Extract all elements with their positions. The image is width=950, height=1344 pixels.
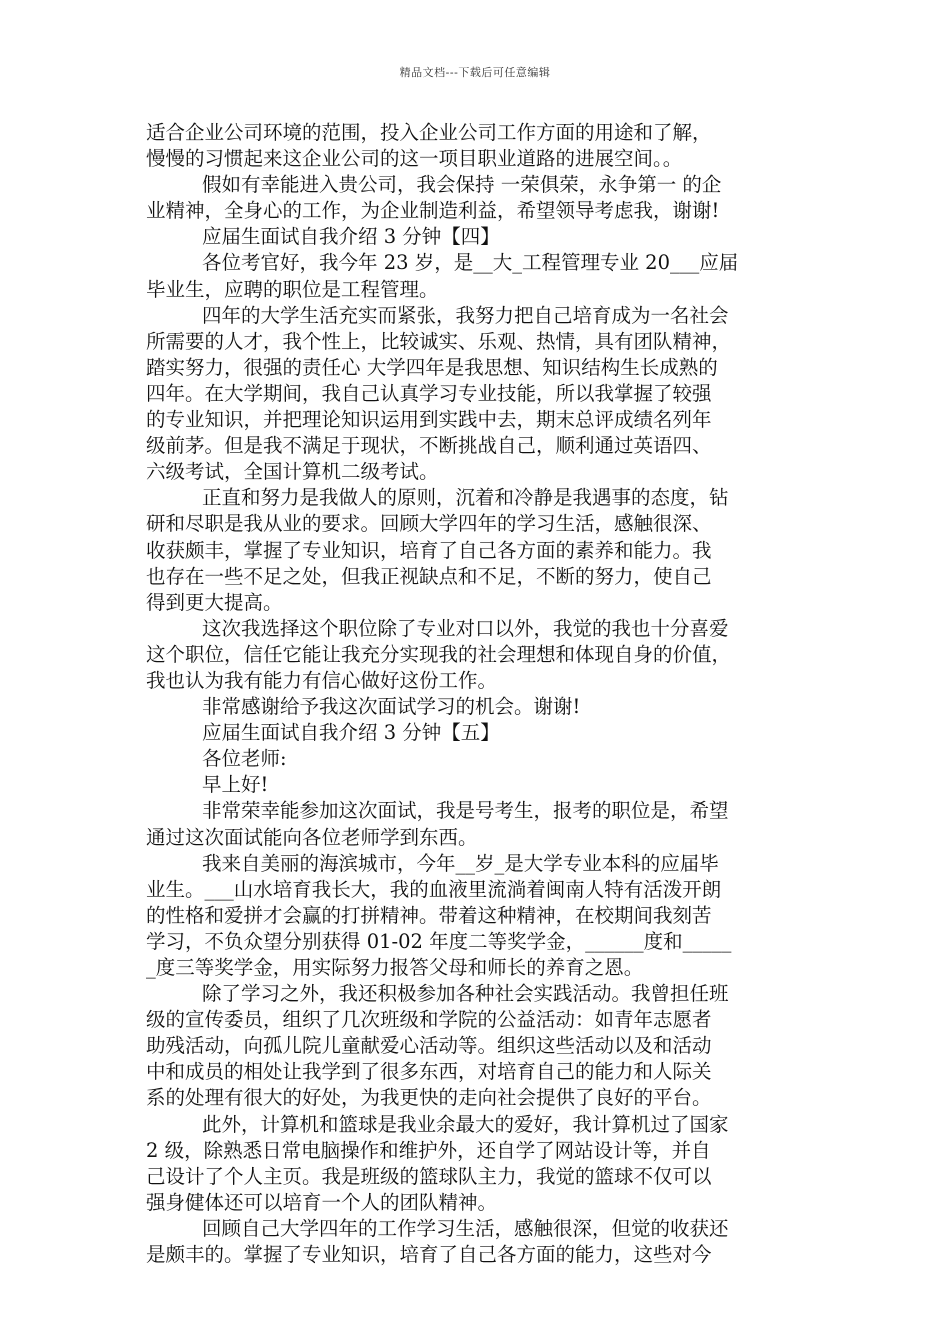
text-line: _度三等奖学金，用实际努力报答父母和师长的养育之恩。: [146, 956, 644, 979]
text-line: 通过这次面试能向各位老师学到东西。: [146, 825, 478, 849]
text-line: 强身健体还可以培育一个人的团队精神。: [146, 1190, 498, 1214]
text-line: 我也认为我有能力有信心做好这份工作。: [146, 668, 498, 692]
text-line: 研和尽职是我从业的要求。回顾大学四年的学习生活，感触很深、: [146, 512, 712, 536]
page-header: 精品文档---下载后可任意编辑: [399, 66, 551, 79]
text-line: 的专业知识，并把理论知识运用到实践中去，期末总评成绩名列年: [146, 408, 712, 432]
text-line: 毕业生，应聘的职位是工程管理。: [146, 277, 439, 301]
text-line: 非常感谢给予我这次面试学习的机会。谢谢!: [202, 695, 581, 719]
text-line: 除了学习之外，我还积极参加各种社会实践活动。我曾担任班: [202, 982, 729, 1006]
text-line: 这个职位，信任它能让我充分实现我的社会理想和体现自身的价值，: [146, 642, 732, 666]
text-line: 回顾自己大学四年的工作学习生活，感触很深，但觉的收获还: [202, 1216, 729, 1240]
text-line: 得到更大提高。: [146, 590, 283, 614]
text-line: 2 级，除熟悉日常电脑操作和维护外，还自学了网站设计等，并自: [146, 1138, 711, 1162]
text-line: 己设计了个人主页。我是班级的篮球队主力，我觉的篮球不仅可以: [146, 1164, 712, 1188]
text-line: 中和成员的相处让我学到了很多东西，对培育自己的能力和人际关: [146, 1060, 712, 1084]
text-line: 各位老师:: [202, 747, 287, 771]
text-line: 此外，计算机和篮球是我业余最大的爱好，我计算机过了国家: [202, 1112, 729, 1136]
text-line: 应届生面试自我介绍 3 分钟【五】: [202, 721, 500, 745]
text-line: 业生。___山水培育我长大，我的血液里流淌着闽南人特有活泼开朗: [146, 877, 722, 901]
text-line: 早上好!: [202, 773, 269, 797]
text-line: 正直和努力是我做人的原则，沉着和冷静是我遇事的态度，钻: [202, 486, 729, 510]
text-line: 非常荣幸能参加这次面试，我是号考生，报考的职位是，希望: [202, 799, 729, 823]
text-line: 六级考试，全国计算机二级考试。: [146, 460, 439, 484]
text-line: 级前茅。但是我不满足于现状，不断挑战自己，顺利通过英语四、: [146, 434, 712, 458]
text-line: 我来自美丽的海滨城市，今年__岁_是大学专业本科的应届毕: [202, 851, 719, 875]
text-line: 收获颇丰，掌握了专业知识，培育了自己各方面的素养和能力。我: [146, 538, 712, 562]
text-line: 系的处理有很大的好处，为我更快的走向社会提供了良好的平台。: [146, 1086, 712, 1110]
text-line: 级的宣传委员，组织了几次班级和学院的公益活动：如青年志愿者: [146, 1008, 712, 1032]
text-line: 学习，不负众望分别获得 01-02 年度二等奖学金，______度和_____: [146, 929, 732, 953]
text-line: 也存在一些不足之处，但我正视缺点和不足，不断的努力，使自己: [146, 564, 712, 588]
text-line: 业精神，全身心的工作，为企业制造利益，希望领导考虑我，谢谢!: [146, 199, 720, 223]
text-line: 助残活动，向孤儿院儿童献爱心活动等。组织这些活动以及和活动: [146, 1034, 712, 1058]
text-line: 的性格和爱拼才会赢的打拼精神。带着这种精神，在校期间我刻苦: [146, 903, 712, 927]
text-line: 各位考官好，我今年 23 岁，是__大_工程管理专业 20___应届: [202, 251, 739, 275]
text-line: 慢慢的习惯起来这企业公司的这一项目职业道路的进展空间。。: [146, 147, 683, 171]
text-line: 踏实努力，很强的责任心 大学四年是我思想、知识结构生长成熟的: [146, 355, 718, 379]
text-line: 四年。在大学期间，我自己认真学习专业技能，所以我掌握了较强: [146, 381, 712, 405]
text-line: 应届生面试自我介绍 3 分钟【四】: [202, 225, 500, 249]
text-line: 适合企业公司环境的范围，投入企业公司工作方面的用途和了解，: [146, 121, 712, 144]
text-line: 所需要的人才，我个性上，比较诚实、乐观、热情，具有团队精神，: [146, 329, 732, 353]
text-line: 是颇丰的。掌握了专业知识，培育了自己各方面的能力，这些对今: [146, 1243, 712, 1267]
text-line: 这次我选择这个职位除了专业对口以外，我觉的我也十分喜爱: [202, 616, 729, 640]
document-body: [146, 120, 810, 1268]
text-line: 假如有幸能进入贵公司，我会保持 一荣俱荣，永争第一 的企: [202, 173, 722, 197]
text-line: 四年的大学生活充实而紧张，我努力把自己培育成为一名社会: [202, 303, 729, 327]
